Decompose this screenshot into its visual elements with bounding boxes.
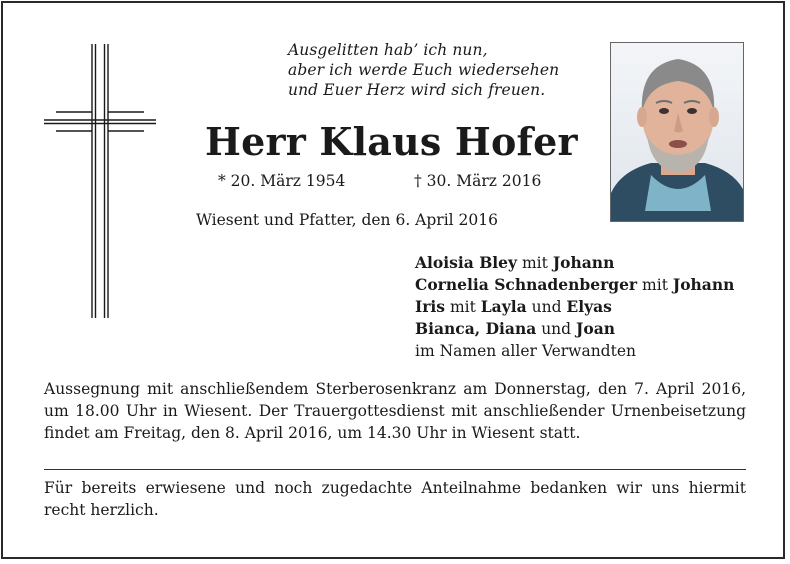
motto-verse: [288, 40, 559, 100]
funeral-announcement: Aussegnung mit anschließendem Sterberosenkranz am Donnerstag, den 7. April 2016, um 18.00 Uhr in Wiesent. Der Trauergottesdienst mit anschließender Urnenbeisetzung findet am Freitag, den 8. April 2016, um 14.30 Uhr in Wiesent statt.: [44, 380, 746, 442]
divider: [44, 469, 746, 470]
thanks-note: Für bereits erwiesene und noch zugedachte Anteilnahme bedanken wir uns hiermit recht herzlich.: [44, 479, 746, 519]
motto-line: Ausgelitten hab’ ich nun,: [288, 41, 488, 59]
place-and-date: Wiesent und Pfatter, den 6. April 2016: [196, 211, 499, 229]
motto-line: aber ich werde Euch wiedersehen: [288, 61, 560, 79]
mourner-line: Cornelia Schnadenberger mit Johann: [415, 275, 735, 294]
birth-date: * 20. März 1954: [218, 172, 346, 190]
mourner-line: im Namen aller Verwandten: [415, 342, 636, 360]
death-date: † 30. März 2016: [414, 172, 542, 190]
mourner-line: Bianca, Diana und Joan: [415, 319, 616, 338]
mourner-line: Aloisia Bley mit Johann: [415, 253, 615, 272]
mourners-list: [415, 252, 734, 362]
deceased-name: Herr Klaus Hofer: [205, 119, 578, 164]
mourner-line: Iris mit Layla und Elyas: [415, 297, 612, 316]
motto-line: und Euer Herz wird sich freuen.: [288, 81, 546, 99]
cross-icon: [42, 42, 158, 320]
portrait-photo: [610, 42, 744, 222]
